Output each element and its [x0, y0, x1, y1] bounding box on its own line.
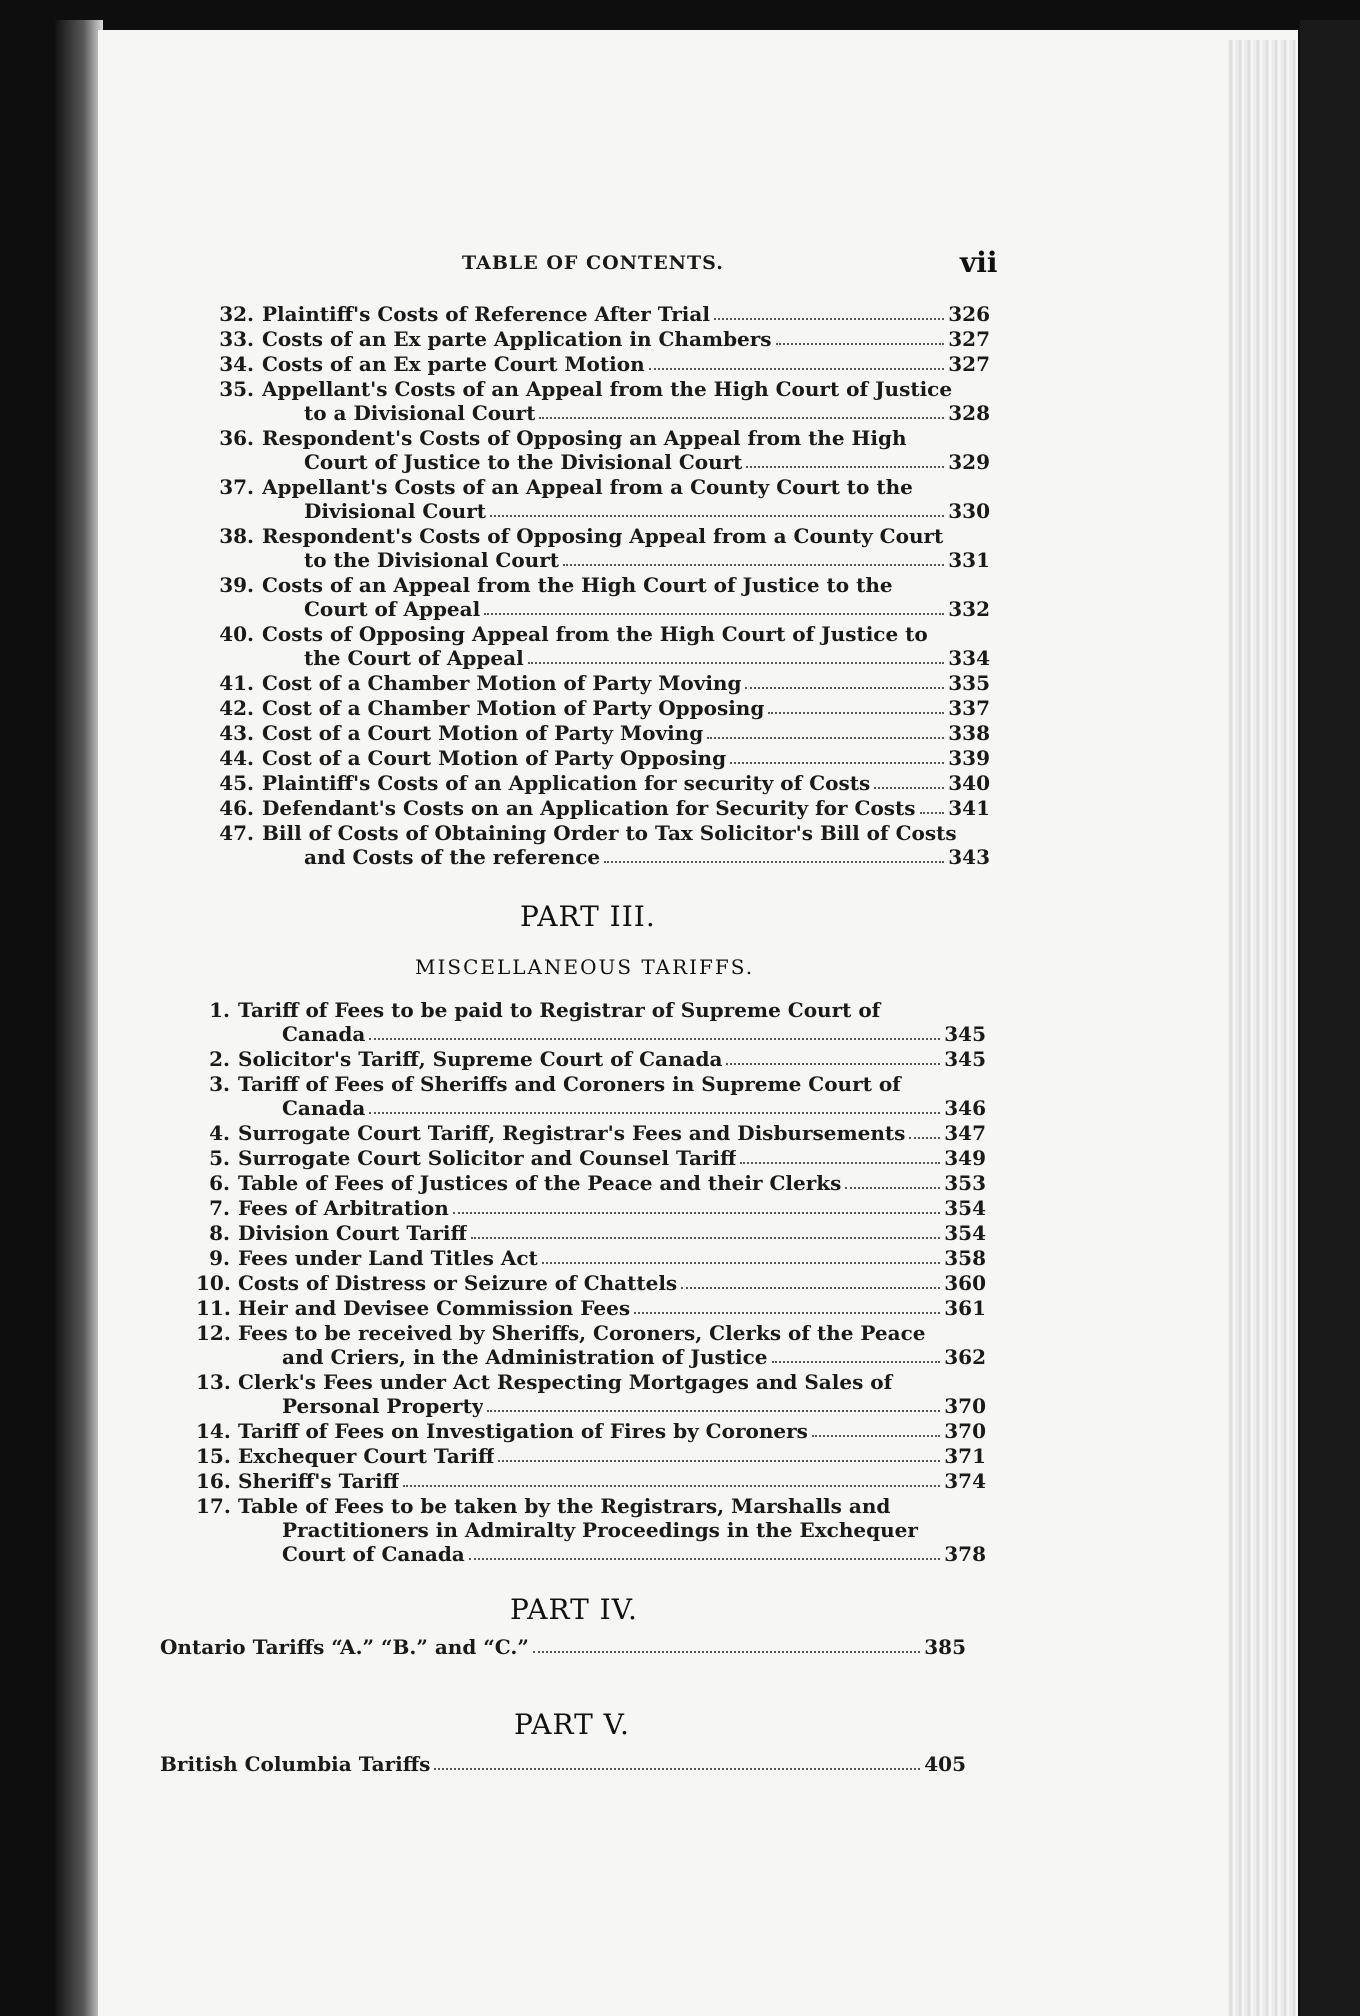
entry-page-number: 370 — [944, 1394, 986, 1418]
entry-page-number: 361 — [944, 1296, 986, 1320]
leader-dots — [920, 812, 945, 814]
entry-number: 2. — [209, 1047, 230, 1071]
entry-page-number: 332 — [948, 597, 990, 621]
entry-title: British Columbia Tariffs — [160, 1752, 431, 1776]
entry-number: 34. — [219, 352, 254, 376]
entry-title: Heir and Devisee Commission Fees — [238, 1296, 631, 1320]
entry-title: the Court of Appeal — [304, 646, 524, 670]
entry-title: Costs of Opposing Appeal from the High Court of Justice to — [262, 622, 928, 646]
part-heading: PART V. — [514, 1708, 630, 1741]
entry-number: 41. — [219, 671, 254, 695]
entry-number: 40. — [219, 622, 254, 646]
entry-number: 14. — [196, 1419, 231, 1443]
entry-number: 43. — [219, 721, 254, 745]
entry-number: 15. — [196, 1444, 231, 1468]
toc-entry — [206, 821, 990, 869]
entry-title: Sheriff's Tariff — [238, 1469, 400, 1493]
entry-number: 4. — [209, 1121, 230, 1145]
toc-entry — [196, 1171, 986, 1195]
entry-page-number: 327 — [948, 327, 990, 351]
entry-page-number: 328 — [948, 401, 990, 425]
entry-title: Divisional Court — [304, 499, 486, 523]
entry-page-number: 358 — [944, 1246, 986, 1270]
entry-page-number: 347 — [944, 1121, 986, 1145]
leader-dots — [539, 417, 944, 419]
entry-title: Costs of an Ex parte Application in Chambers — [262, 327, 772, 351]
leader-dots — [746, 466, 944, 468]
leader-dots — [745, 687, 944, 689]
leader-dots — [533, 1651, 920, 1653]
leader-dots — [369, 1112, 940, 1114]
toc-entry — [206, 524, 990, 572]
entry-number: 32. — [219, 302, 254, 326]
leader-dots — [740, 1162, 940, 1164]
entry-page-number: 338 — [948, 721, 990, 745]
entry-title: Plaintiff's Costs of Reference After Trial — [262, 302, 710, 326]
entry-page-number: 378 — [944, 1542, 986, 1566]
entry-page-number: 354 — [944, 1221, 986, 1245]
entry-number: 35. — [219, 377, 254, 401]
toc-entry — [206, 796, 990, 820]
toc-entry — [206, 377, 990, 425]
entry-page-number: 345 — [944, 1047, 986, 1071]
toc-entry — [206, 721, 990, 745]
entry-number: 46. — [219, 796, 254, 820]
entry-number: 36. — [219, 426, 254, 450]
entry-title: Appellant's Costs of an Appeal from a County Court to the — [262, 475, 913, 499]
toc-entry — [206, 696, 990, 720]
toc-entry — [196, 1444, 986, 1468]
entry-page-number: 339 — [948, 746, 990, 770]
entry-title: to a Divisional Court — [304, 401, 536, 425]
leader-dots — [874, 787, 944, 789]
entry-title: Fees of Arbitration — [238, 1196, 449, 1220]
leader-dots — [909, 1137, 940, 1139]
leader-dots — [469, 1558, 940, 1560]
toc-entry — [206, 746, 990, 770]
entry-number: 45. — [219, 771, 254, 795]
entry-page-number: 354 — [944, 1196, 986, 1220]
leader-dots — [726, 1063, 940, 1065]
toc-entry — [206, 573, 990, 621]
entry-page-number: 330 — [948, 499, 990, 523]
entry-title: Canada — [282, 1096, 366, 1120]
entry-number: 37. — [219, 475, 254, 499]
toc-entry — [206, 352, 990, 376]
entry-title: Defendant's Costs on an Application for Security for Costs — [262, 796, 916, 820]
entry-title: Solicitor's Tariff, Supreme Court of Canada — [238, 1047, 723, 1071]
entry-page-number: 329 — [948, 450, 990, 474]
entry-number: 12. — [196, 1321, 231, 1345]
entry-page-number: 346 — [944, 1096, 986, 1120]
entry-number: 38. — [219, 524, 254, 548]
entry-page-number: 360 — [944, 1271, 986, 1295]
entry-page-number: 353 — [944, 1171, 986, 1195]
toc-entry — [206, 475, 990, 523]
entry-title: and Criers, in the Administration of Justice — [282, 1345, 768, 1369]
entry-title: Cost of a Chamber Motion of Party Opposing — [262, 696, 765, 720]
entry-page-number: 327 — [948, 352, 990, 376]
entry-page-number: 337 — [948, 696, 990, 720]
entry-number: 33. — [219, 327, 254, 351]
toc-entry — [206, 302, 990, 326]
leader-dots — [768, 712, 944, 714]
entry-title: Respondent's Costs of Opposing an Appeal from the High — [262, 426, 907, 450]
toc-entry — [196, 1072, 986, 1120]
leader-dots — [369, 1038, 940, 1040]
entry-title: Fees to be received by Sheriffs, Coroners, Clerks of the Peace — [238, 1321, 926, 1345]
running-head: TABLE OF CONTENTS. — [462, 252, 724, 274]
entry-number: 5. — [209, 1146, 230, 1170]
entry-title: Table of Fees of Justices of the Peace and their Clerks — [238, 1171, 842, 1195]
entry-page-number: 385 — [924, 1635, 966, 1659]
leader-dots — [730, 762, 944, 764]
entry-page-number: 345 — [944, 1022, 986, 1046]
leader-dots — [471, 1237, 940, 1239]
toc-entry — [196, 1047, 986, 1071]
entry-number: 9. — [209, 1246, 230, 1270]
leader-dots — [542, 1262, 940, 1264]
leader-dots — [528, 662, 945, 664]
toc-entry — [196, 1419, 986, 1443]
part-heading: PART IV. — [510, 1593, 638, 1626]
entry-title: Cost of a Court Motion of Party Opposing — [262, 746, 727, 770]
entry-title: Division Court Tariff — [238, 1221, 467, 1245]
entry-title: Clerk's Fees under Act Respecting Mortgages and Sales of — [238, 1370, 893, 1394]
entry-title: Tariff of Fees on Investigation of Fires by Coroners — [238, 1419, 808, 1443]
toc-entry — [196, 1221, 986, 1245]
entry-title: Costs of Distress or Seizure of Chattels — [238, 1271, 678, 1295]
entry-title: Personal Property — [282, 1394, 484, 1418]
leader-dots — [563, 564, 944, 566]
entry-page-number: 341 — [948, 796, 990, 820]
entry-number: 3. — [209, 1072, 230, 1096]
entry-title: to the Divisional Court — [304, 548, 559, 572]
leader-dots — [498, 1460, 940, 1462]
toc-entry — [160, 1752, 966, 1776]
toc-entry — [196, 1370, 986, 1418]
entry-title: Court of Justice to the Divisional Court — [304, 450, 743, 474]
entry-title: Practitioners in Admiralty Proceedings in the Exchequer — [282, 1518, 918, 1542]
entry-title: and Costs of the reference — [304, 845, 601, 869]
entry-number: 17. — [196, 1494, 231, 1518]
entry-title: Canada — [282, 1022, 366, 1046]
entry-number: 47. — [219, 821, 254, 845]
page-number: vii — [960, 246, 998, 279]
leader-dots — [484, 613, 944, 615]
toc-entry — [206, 671, 990, 695]
entry-title: Tariff of Fees of Sheriffs and Coroners in Supreme Court of — [238, 1072, 901, 1096]
leader-dots — [403, 1485, 940, 1487]
entry-page-number: 343 — [948, 845, 990, 869]
leader-dots — [681, 1287, 940, 1289]
entry-page-number: 335 — [948, 671, 990, 695]
entry-page-number: 370 — [944, 1419, 986, 1443]
entry-number: 44. — [219, 746, 254, 770]
entry-page-number: 331 — [948, 548, 990, 572]
toc-entry — [196, 1146, 986, 1170]
entry-title: Plaintiff's Costs of an Application for security of Costs — [262, 771, 871, 795]
toc-entry — [196, 1321, 986, 1369]
section-subheading: MISCELLANEOUS TARIFFS. — [415, 955, 755, 979]
toc-entry — [196, 1469, 986, 1493]
entry-title: Exchequer Court Tariff — [238, 1444, 495, 1468]
entry-title: Court of Appeal — [304, 597, 481, 621]
entry-title: Surrogate Court Solicitor and Counsel Tariff — [238, 1146, 737, 1170]
entry-page-number: 340 — [948, 771, 990, 795]
toc-entry — [206, 426, 990, 474]
leader-dots — [649, 368, 945, 370]
toc-entry — [196, 1271, 986, 1295]
entry-title: Costs of an Ex parte Court Motion — [262, 352, 645, 376]
entry-title: Cost of a Court Motion of Party Moving — [262, 721, 704, 745]
toc-entry — [196, 998, 986, 1046]
leader-dots — [434, 1768, 920, 1770]
entry-title: Fees under Land Titles Act — [238, 1246, 538, 1270]
entry-number: 7. — [209, 1196, 230, 1220]
scan-margin-right — [1300, 20, 1360, 2016]
entry-page-number: 349 — [944, 1146, 986, 1170]
leader-dots — [490, 515, 944, 517]
entry-title: Cost of a Chamber Motion of Party Moving — [262, 671, 742, 695]
entry-number: 39. — [219, 573, 254, 597]
entry-page-number: 374 — [944, 1469, 986, 1493]
leader-dots — [812, 1435, 940, 1437]
entry-page-number: 371 — [944, 1444, 986, 1468]
toc-entry — [196, 1494, 986, 1566]
entry-page-number: 362 — [944, 1345, 986, 1369]
leader-dots — [845, 1187, 940, 1189]
toc-entry — [196, 1121, 986, 1145]
entry-title: Tariff of Fees to be paid to Registrar of Supreme Court of — [238, 998, 881, 1022]
entry-number: 16. — [196, 1469, 231, 1493]
entry-number: 10. — [196, 1271, 231, 1295]
leader-dots — [707, 737, 944, 739]
toc-entry — [196, 1296, 986, 1320]
entry-number: 42. — [219, 696, 254, 720]
leader-dots — [776, 343, 945, 345]
entry-page-number: 405 — [924, 1752, 966, 1776]
entry-title: Ontario Tariffs “A.” “B.” and “C.” — [160, 1635, 529, 1659]
entry-title: Court of Canada — [282, 1542, 465, 1566]
entry-title: Bill of Costs of Obtaining Order to Tax Solicitor's Bill of Costs — [262, 821, 957, 845]
entry-title: Appellant's Costs of an Appeal from the High Court of Justice — [262, 377, 953, 401]
entry-number: 11. — [196, 1296, 231, 1320]
entry-number: 6. — [209, 1171, 230, 1195]
leader-dots — [772, 1361, 941, 1363]
entry-number: 8. — [209, 1221, 230, 1245]
leader-dots — [714, 318, 944, 320]
book-spine — [55, 20, 103, 2016]
entry-number: 1. — [209, 998, 230, 1022]
entry-title: Table of Fees to be taken by the Registrars, Marshalls and — [238, 1494, 891, 1518]
toc-entry — [160, 1635, 966, 1659]
entry-number: 13. — [196, 1370, 231, 1394]
leader-dots — [634, 1312, 940, 1314]
leader-dots — [604, 861, 944, 863]
entry-title: Respondent's Costs of Opposing Appeal from a County Court — [262, 524, 944, 548]
entry-page-number: 334 — [948, 646, 990, 670]
toc-entry — [206, 771, 990, 795]
entry-title: Surrogate Court Tariff, Registrar's Fees and Disbursements — [238, 1121, 906, 1145]
leader-dots — [487, 1410, 940, 1412]
toc-entry — [196, 1246, 986, 1270]
entry-page-number: 326 — [948, 302, 990, 326]
toc-entry — [196, 1196, 986, 1220]
toc-entry — [206, 327, 990, 351]
part-heading: PART III. — [520, 900, 656, 933]
leader-dots — [453, 1212, 940, 1214]
page-edges — [1228, 40, 1298, 2016]
entry-title: Costs of an Appeal from the High Court of Justice to the — [262, 573, 893, 597]
toc-entry — [206, 622, 990, 670]
